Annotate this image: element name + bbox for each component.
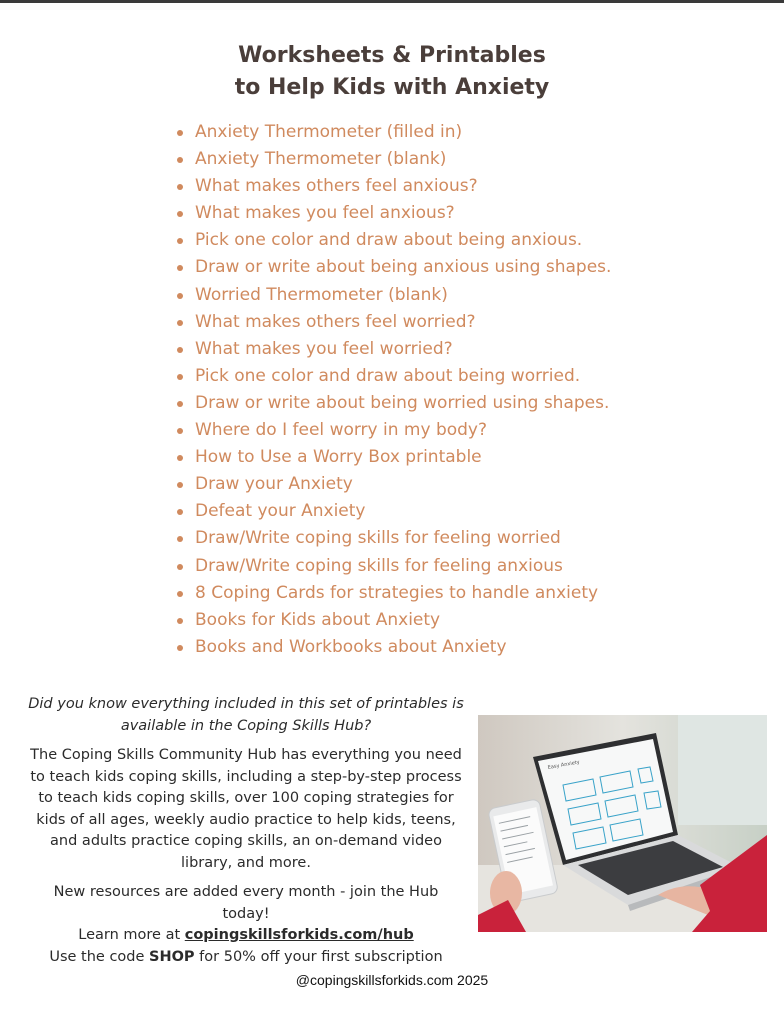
bullet-icon xyxy=(177,157,183,163)
worksheet-item-label: How to Use a Worry Box printable xyxy=(195,447,482,468)
hub-promo xyxy=(28,694,464,968)
worksheet-item[interactable] xyxy=(172,254,611,281)
code-suffix: for 50% off your first subscription xyxy=(194,948,443,965)
promo-code: SHOP xyxy=(149,948,195,965)
promo-code-line xyxy=(28,947,464,969)
title-line-1: Worksheets & Printables xyxy=(238,43,546,68)
bullet-icon xyxy=(177,564,183,570)
bullet-icon xyxy=(177,401,183,407)
worksheet-item-label: Draw your Anxiety xyxy=(195,474,353,495)
promo-new-resources: New resources are added every month - join the Hub today! xyxy=(53,884,439,922)
promo-question: Did you know everything included in this set of printables is available in the Coping Skills Hub? xyxy=(28,696,464,734)
learn-more-prefix: Learn more at xyxy=(78,927,185,943)
page-title xyxy=(0,40,784,104)
worksheet-item[interactable] xyxy=(172,634,611,661)
worksheet-item[interactable] xyxy=(172,471,611,498)
laptop-phone-illustration xyxy=(478,715,767,932)
bullet-icon xyxy=(177,238,183,244)
worksheet-item[interactable] xyxy=(172,553,611,580)
worksheet-item[interactable] xyxy=(172,200,611,227)
worksheet-item-label: Worried Thermometer (blank) xyxy=(195,284,448,305)
code-prefix: Use the code xyxy=(49,948,150,965)
bullet-icon xyxy=(177,482,183,488)
worksheet-item-label: Draw or write about being worried using shapes. xyxy=(195,392,610,413)
bullet-icon xyxy=(177,618,183,624)
worksheet-item-label: Draw/Write coping skills for feeling worried xyxy=(195,528,561,549)
bullet-icon xyxy=(177,347,183,353)
worksheet-item-label: Defeat your Anxiety xyxy=(195,501,366,522)
promo-body: The Coping Skills Community Hub has everything you need to teach kids coping skills, including a step-by-step process to teach kids coping skills, over 100 coping strategies for kids of all ages, weekly audio practice to help kids, teens, and adults practice coping skills, an on-demand video library, and more. xyxy=(30,747,462,871)
worksheet-item[interactable] xyxy=(172,525,611,552)
worksheet-item-label: Pick one color and draw about being anxious. xyxy=(195,230,583,251)
worksheet-item-label: Books and Workbooks about Anxiety xyxy=(195,636,507,657)
bullet-icon xyxy=(177,130,183,136)
bullet-icon xyxy=(177,320,183,326)
promo-learn-more xyxy=(28,925,464,947)
worksheet-item-label: 8 Coping Cards for strategies to handle anxiety xyxy=(195,582,599,603)
worksheet-item-label: Books for Kids about Anxiety xyxy=(195,609,441,630)
worksheet-item[interactable] xyxy=(172,498,611,525)
bullet-icon xyxy=(177,184,183,190)
worksheet-item-label: What makes you feel anxious? xyxy=(195,203,455,224)
hub-link[interactable]: copingskillsforkids.com/hub xyxy=(184,927,414,943)
worksheet-item[interactable] xyxy=(172,607,611,634)
footer-copyright: @copingskillsforkids.com 2025 xyxy=(295,972,489,988)
worksheet-item[interactable] xyxy=(172,444,611,471)
bullet-icon xyxy=(177,428,183,434)
worksheet-item[interactable] xyxy=(172,309,611,336)
worksheet-list xyxy=(172,119,611,661)
worksheet-item[interactable] xyxy=(172,227,611,254)
worksheet-item-label: Anxiety Thermometer (filled in) xyxy=(195,122,463,142)
worksheet-item[interactable] xyxy=(172,417,611,444)
worksheet-item-label: What makes others feel worried? xyxy=(195,311,476,332)
bullet-icon xyxy=(177,455,183,461)
worksheet-item[interactable] xyxy=(172,390,611,417)
worksheet-item-label: Pick one color and draw about being worried. xyxy=(195,365,581,386)
worksheet-item-label: Draw or write about being anxious using shapes. xyxy=(195,257,612,278)
worksheet-item-label: Draw/Write coping skills for feeling anxious xyxy=(195,555,563,576)
bullet-icon xyxy=(177,645,183,651)
bullet-icon xyxy=(177,536,183,542)
bullet-icon xyxy=(177,293,183,299)
worksheet-item[interactable] xyxy=(172,119,611,146)
worksheet-item[interactable] xyxy=(172,336,611,363)
worksheet-item[interactable] xyxy=(172,363,611,390)
screen-title: Easy Anxiety xyxy=(547,759,581,771)
bullet-icon xyxy=(177,265,183,271)
bullet-icon xyxy=(177,211,183,217)
worksheet-item-label: What makes you feel worried? xyxy=(195,338,453,359)
bullet-icon xyxy=(177,591,183,597)
worksheet-item[interactable] xyxy=(172,282,611,309)
worksheet-item[interactable] xyxy=(172,146,611,173)
worksheet-item[interactable] xyxy=(172,173,611,200)
worksheet-item-label: Where do I feel worry in my body? xyxy=(195,420,488,441)
hub-devices-photo xyxy=(478,715,767,932)
worksheet-item-label: Anxiety Thermometer (blank) xyxy=(195,149,447,170)
bullet-icon xyxy=(177,509,183,515)
bullet-icon xyxy=(177,374,183,380)
top-border xyxy=(0,0,784,3)
worksheet-item-label: What makes others feel anxious? xyxy=(195,176,478,197)
worksheet-item[interactable] xyxy=(172,580,611,607)
title-line-2: to Help Kids with Anxiety xyxy=(234,75,550,100)
